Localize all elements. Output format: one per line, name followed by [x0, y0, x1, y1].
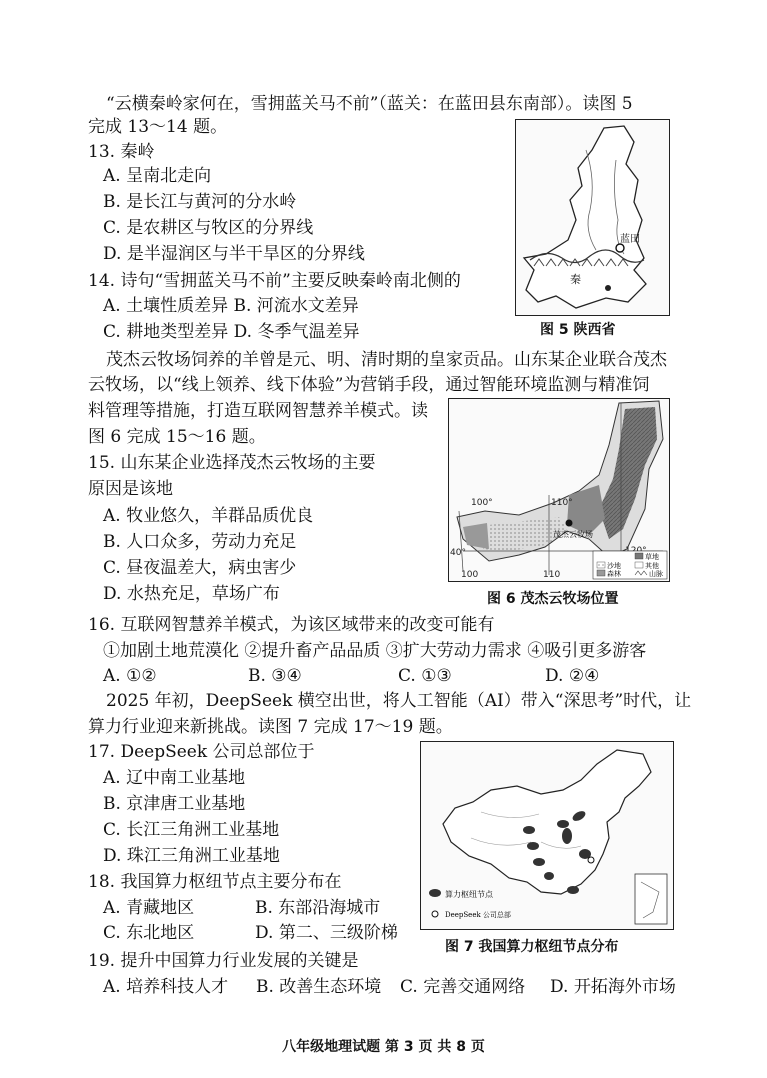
question-17-option-d: D. 珠江三角洲工业基地 — [103, 846, 280, 866]
passage-15-16-line4: 图 6 完成 15～16 题。 — [88, 427, 266, 447]
question-19-option-c: C. 完善交通网络 — [400, 977, 526, 997]
question-15-option-a: A. 牧业悠久，羊群品质优良 — [103, 506, 314, 526]
passage-15-16-line2: 云牧场，以“线上领养、线下体验”为营销手段，通过智能环境监测与精准饲 — [88, 375, 650, 395]
question-17-option-b: B. 京津唐工业基地 — [103, 794, 246, 814]
question-13-option-d: D. 是半湿润区与半干旱区的分界线 — [103, 244, 365, 264]
legend-other: 其他 — [645, 562, 659, 570]
question-19-stem: 19. 提升中国算力行业发展的关键是 — [88, 951, 359, 971]
question-17-stem: 17. DeepSeek 公司总部位于 — [88, 742, 315, 762]
passage-15-16-line1: 茂杰云牧场饲养的羊曾是元、明、清时期的皇家贡品。山东某企业联合茂杰 — [106, 350, 667, 370]
label-maojie-ranch: 茂杰云牧场 — [553, 530, 593, 539]
figure-6-legend — [593, 551, 667, 579]
question-15-option-c: C. 昼夜温差大，病虫害少 — [103, 558, 297, 578]
question-16-option-b: B. ③④ — [248, 666, 302, 686]
question-16-stem: 16. 互联网智慧养羊模式，为该区域带来的改变可能有 — [88, 615, 495, 635]
page-footer: 八年级地理试题 第 3 页 共 8 页 — [282, 1039, 485, 1055]
legend-deepseek-hq: DeepSeek 公司总部 — [445, 911, 511, 919]
figure-5-shaanxi-map — [515, 119, 670, 316]
tick-110-bottom: 110 — [543, 570, 561, 580]
question-19-option-b: B. 改善生态环境 — [256, 977, 382, 997]
passage-13-14-line1: “云横秦岭家何在，雪拥蓝关马不前”（蓝关：在蓝田县东南部）。读图 5 — [106, 94, 633, 114]
china-outline-map — [421, 742, 673, 929]
figure-5-caption: 图 5 陕西省 — [540, 322, 616, 338]
label-qin: 秦 — [570, 273, 581, 286]
label-lantian: 蓝田 — [620, 234, 640, 245]
question-14-options-ab: A. 土壤性质差异 B. 河流水文差异 — [103, 296, 359, 316]
legend-mountain: 山脉 — [649, 570, 663, 578]
passage-17-19-line2: 算力行业迎来新挑战。读图 7 完成 17～19 题。 — [88, 717, 453, 737]
question-18-option-b: B. 东部沿海城市 — [255, 898, 381, 918]
question-18-option-d: D. 第二、三级阶梯 — [255, 923, 398, 943]
figure-7-caption: 图 7 我国算力枢纽节点分布 — [445, 939, 619, 955]
tick-40: 40° — [450, 548, 466, 558]
figure-6-ranch-location-map — [448, 398, 670, 582]
legend-grass: 草地 — [645, 553, 659, 561]
question-13-option-a: A. 呈南北走向 — [103, 166, 212, 186]
legend-forest: 森林 — [607, 570, 621, 578]
tick-110: 110° — [551, 498, 573, 508]
question-19-option-d: D. 开拓海外市场 — [550, 977, 676, 997]
question-13-option-b: B. 是长江与黄河的分水岭 — [103, 192, 297, 212]
question-15-stem-line2: 原因是该地 — [88, 479, 173, 499]
tick-100-top: 100° — [471, 498, 493, 508]
legend-sand: 沙地 — [607, 562, 621, 570]
legend-computing-node: 算力枢纽节点 — [445, 890, 493, 899]
passage-17-19-line1: 2025 年初，DeepSeek 横空出世，将人工智能（AI）带入“深思考”时代，让 — [106, 691, 692, 711]
question-13-option-c: C. 是农耕区与牧区的分界线 — [103, 218, 314, 238]
tick-100-bottom: 100 — [461, 570, 479, 580]
question-18-option-a: A. 青藏地区 — [103, 898, 195, 918]
question-15-option-b: B. 人口众多，劳动力充足 — [103, 532, 297, 552]
question-16-option-c: C. ①③ — [398, 666, 452, 686]
inner-mongolia-map — [449, 399, 669, 581]
passage-15-16-line3: 料管理等措施，打造互联网智慧养羊模式。读 — [88, 401, 428, 421]
question-19-option-a: A. 培养科技人才 — [103, 977, 229, 997]
question-14-stem: 14. 诗句“雪拥蓝关马不前”主要反映秦岭南北侧的 — [88, 271, 461, 291]
question-18-option-c: C. 东北地区 — [103, 923, 195, 943]
question-16-items: ①加剧土地荒漠化 ②提升畜产品品质 ③扩大劳动力需求 ④吸引更多游客 — [103, 641, 647, 661]
figure-6-caption: 图 6 茂杰云牧场位置 — [487, 591, 619, 607]
figure-7-computing-nodes-map — [420, 741, 674, 930]
question-15-option-d: D. 水热充足，草场广布 — [103, 584, 280, 604]
figure-7-legend — [429, 889, 511, 919]
question-16-option-d: D. ②④ — [545, 666, 600, 686]
shaanxi-outline-map — [516, 120, 669, 315]
question-14-options-cd: C. 耕地类型差异 D. 冬季气温差异 — [103, 322, 360, 342]
question-17-option-c: C. 长江三角洲工业基地 — [103, 820, 280, 840]
question-13-stem: 13. 秦岭 — [88, 142, 155, 162]
question-17-option-a: A. 辽中南工业基地 — [103, 768, 246, 788]
passage-13-14-line2: 完成 13～14 题。 — [88, 117, 228, 137]
question-16-option-a: A. ①② — [103, 666, 157, 686]
question-15-stem-line1: 15. 山东某企业选择茂杰云牧场的主要 — [88, 453, 376, 473]
question-18-stem: 18. 我国算力枢纽节点主要分布在 — [88, 872, 342, 892]
